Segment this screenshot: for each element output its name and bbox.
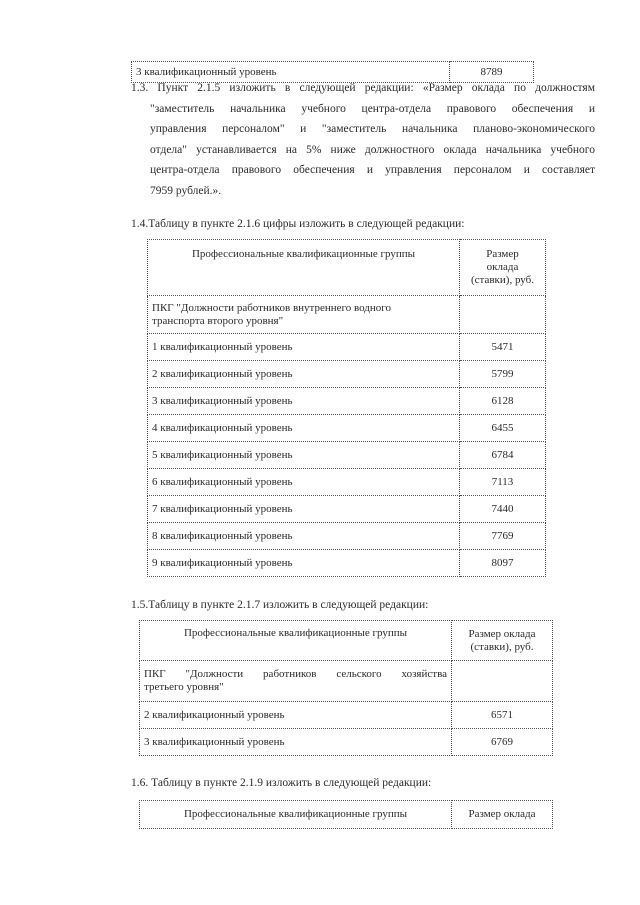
col-header-groups: Профессиональные квалификационные группы <box>140 621 452 661</box>
row-value: 6128 <box>460 388 546 415</box>
table-header-row <box>148 240 546 296</box>
table-row <box>148 388 546 415</box>
table-header-row <box>140 801 553 829</box>
table-row <box>140 702 553 729</box>
row-value: 8789 <box>450 62 534 83</box>
group-title-line: транспорта второго уровня" <box>152 314 284 327</box>
row-label: 2 квалификационный уровень <box>148 361 460 388</box>
table-row <box>148 550 546 577</box>
table-row <box>148 442 546 469</box>
group-title-line: третьего уровня" <box>144 681 224 693</box>
row-label: 2 квалификационный уровень <box>140 702 452 729</box>
row-label: 8 квалификационный уровень <box>148 523 460 550</box>
paragraph-line: 7959 рублей.». <box>150 184 222 197</box>
group-title <box>140 661 452 702</box>
paragraph-line: 1.3. Пункт 2.1.5 изложить в следующей редакции: «Размер оклада по должностям <box>131 82 595 94</box>
col-header-salary: Размер оклада <box>452 801 553 829</box>
row-label: 7 квалификационный уровень <box>148 496 460 523</box>
row-value: 5471 <box>460 334 546 361</box>
group-title-line: ПКГ "Должности работников сельского хозяйства <box>144 668 447 680</box>
group-title-line: ПКГ "Должности работников внутреннего водного <box>152 301 392 314</box>
paragraph-line: "заместитель начальника учебного центра-отдела правового обеспечения и <box>150 102 595 115</box>
row-label: 9 квалификационный уровень <box>148 550 460 577</box>
row-label: 1 квалификационный уровень <box>148 334 460 361</box>
group-value-empty <box>452 661 553 702</box>
paragraph-line: отдела" устанавливается на 5% ниже должностного оклада начальника учебного <box>150 143 595 156</box>
header-line: Размер оклада <box>468 627 536 640</box>
row-label: 3 квалификационный уровень <box>132 62 450 83</box>
row-label: 4 квалификационный уровень <box>148 415 460 442</box>
table-row <box>148 496 546 523</box>
row-value: 8097 <box>460 550 546 577</box>
header-line: оклада <box>486 261 519 273</box>
section-1-4-heading: 1.4.Таблицу в пункте 2.1.6 цифры изложить в следующей редакции: <box>131 218 465 230</box>
row-label: 6 квалификационный уровень <box>148 469 460 496</box>
header-line: Размер <box>486 248 519 260</box>
group-title-row <box>148 296 546 334</box>
table-row <box>148 469 546 496</box>
group-title <box>148 296 460 334</box>
row-value: 7769 <box>460 523 546 550</box>
table-row <box>148 334 546 361</box>
row-label: 5 квалификационный уровень <box>148 442 460 469</box>
row-value: 6455 <box>460 415 546 442</box>
section-1-6-table <box>139 800 553 829</box>
col-header-salary <box>460 240 546 296</box>
row-value: 6571 <box>452 702 553 729</box>
table-row <box>148 415 546 442</box>
group-value-empty <box>460 296 546 334</box>
table-header-row <box>140 621 553 661</box>
header-line: (ставки), руб. <box>470 274 534 286</box>
section-1-6-heading: 1.6. Таблицу в пункте 2.1.9 изложить в следующей редакции: <box>131 777 432 789</box>
group-title-row <box>140 661 553 702</box>
col-header-salary <box>452 621 553 661</box>
table-row <box>148 361 546 388</box>
section-1-5-table <box>139 620 553 756</box>
row-value: 6769 <box>452 729 553 756</box>
col-header-groups: Профессиональные квалификационные группы <box>140 801 452 829</box>
row-value: 7113 <box>460 469 546 496</box>
row-value: 6784 <box>460 442 546 469</box>
row-label: 3 квалификационный уровень <box>140 729 452 756</box>
row-label: 3 квалификационный уровень <box>148 388 460 415</box>
header-line: (ставки), руб. <box>470 640 534 653</box>
table-row <box>140 729 553 756</box>
row-value: 7440 <box>460 496 546 523</box>
paragraph-line: управления персоналом" и "заместитель начальника планово-экономического <box>150 123 595 135</box>
row-value: 5799 <box>460 361 546 388</box>
col-header-groups: Профессиональные квалификационные группы <box>148 240 460 296</box>
section-1-5-heading: 1.5.Таблицу в пункте 2.1.7 изложить в следующей редакции: <box>131 599 429 611</box>
section-1-3-paragraph-body <box>150 99 595 202</box>
paragraph-line: центра-отдела правового обеспечения и управления персоналом и составляет <box>150 164 595 176</box>
table-row <box>148 523 546 550</box>
section-1-3-paragraph <box>131 78 595 99</box>
section-1-4-table <box>147 239 546 577</box>
